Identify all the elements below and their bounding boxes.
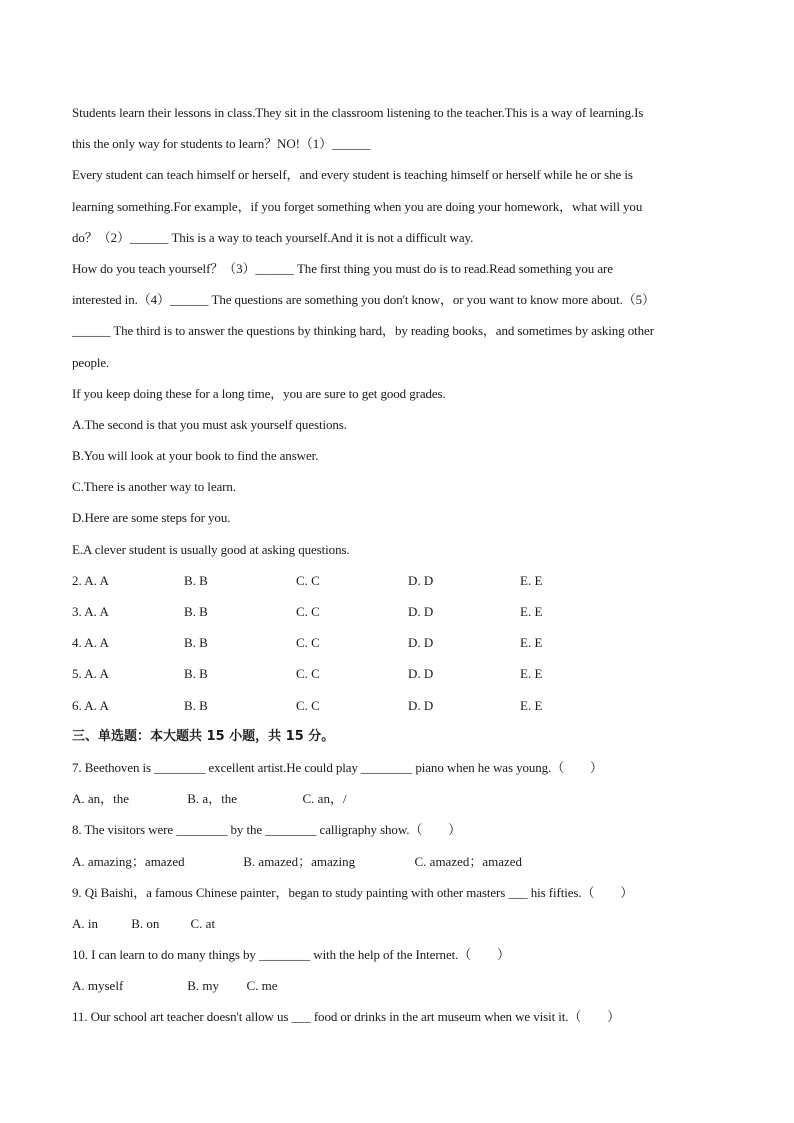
- option-c[interactable]: C. an，/: [302, 791, 347, 807]
- option-e[interactable]: E. E: [520, 697, 543, 713]
- option-b[interactable]: B. B: [184, 697, 208, 713]
- question-stem: 11. Our school art teacher doesn't allow us ___ food or drinks in the art museum when we visit it.（ ）: [72, 1009, 621, 1025]
- question-stem: 9. Qi Baishi，a famous Chinese painter，began to study painting with other masters ___ his fifties.（ ）: [72, 884, 634, 900]
- passage-line: ______ The third is to answer the questions by thinking hard，by reading books，and sometimes by asking other: [72, 323, 654, 339]
- option-e[interactable]: E. E: [520, 666, 543, 682]
- answer-option-row: [72, 565, 722, 596]
- passage-line: How do you teach yourself？（3）______ The first thing you must do is to read.Read something you are: [72, 260, 613, 276]
- reading-passage: [72, 97, 722, 409]
- option-a[interactable]: 5. A. A: [72, 666, 109, 682]
- option-c[interactable]: C. at: [190, 915, 216, 931]
- option-a[interactable]: A. in: [72, 915, 98, 931]
- passage-line: Every student can teach himself or herself，and every student is teaching himself or herself while he or she is: [72, 167, 633, 183]
- option-d[interactable]: D. D: [408, 604, 434, 619]
- question-options: [72, 846, 722, 877]
- answer-option-row: [72, 658, 722, 689]
- option-b[interactable]: B. a，the: [187, 791, 238, 807]
- option-b[interactable]: B. my: [187, 978, 220, 994]
- option-b[interactable]: B. B: [184, 572, 208, 588]
- option-b[interactable]: B. B: [184, 635, 208, 651]
- question-options: [72, 908, 722, 939]
- exam-page: [72, 97, 722, 1033]
- option-a[interactable]: 4. A. A: [72, 635, 109, 651]
- option-c[interactable]: C. C: [296, 604, 320, 619]
- option-e[interactable]: E. E: [520, 604, 543, 619]
- question-stem: 7. Beethoven is ________ excellent artist.He could play ________ piano when he was young.（ ）: [72, 759, 603, 775]
- passage-line: If you keep doing these for a long time，you are sure to get good grades.: [72, 385, 446, 401]
- passage-line: this the only way for students to learn？NO!（1）______: [72, 136, 371, 152]
- option-a[interactable]: 2. A. A: [72, 572, 109, 588]
- option-c[interactable]: C. me: [246, 978, 278, 994]
- option-a[interactable]: 6. A. A: [72, 697, 109, 713]
- choice-d: D.Here are some steps for you.: [72, 510, 231, 526]
- passage-line: do？（2）______ This is a way to teach yourself.And it is not a difficult way.: [72, 229, 474, 245]
- option-a[interactable]: 3. A. A: [72, 604, 109, 619]
- option-d[interactable]: D. D: [408, 635, 434, 651]
- option-a[interactable]: A. an，the: [72, 791, 130, 807]
- answer-option-table: [72, 565, 722, 721]
- option-a[interactable]: A. amazing；amazed: [72, 853, 185, 869]
- option-b[interactable]: B. amazed；amazing: [243, 853, 356, 869]
- option-d[interactable]: D. D: [408, 697, 434, 713]
- option-b[interactable]: B. B: [184, 666, 208, 682]
- choice-a: A.The second is that you must ask yourself questions.: [72, 416, 347, 432]
- question-options: [72, 783, 722, 814]
- option-e[interactable]: E. E: [520, 572, 543, 588]
- passage-line: Students learn their lessons in class.They sit in the classroom listening to the teacher.This is a way of learning.Is: [72, 105, 644, 120]
- question-options: [72, 970, 722, 1001]
- option-b[interactable]: B. on: [131, 915, 160, 931]
- option-e[interactable]: E. E: [520, 635, 543, 651]
- option-b[interactable]: B. B: [184, 604, 208, 619]
- answer-option-row: [72, 596, 722, 627]
- answer-option-row: [72, 690, 722, 721]
- option-c[interactable]: C. C: [296, 572, 320, 588]
- answer-option-row: [72, 627, 722, 658]
- choice-c: C.There is another way to learn.: [72, 479, 236, 495]
- single-choice-questions: [72, 752, 722, 1033]
- choice-b: B.You will look at your book to find the answer.: [72, 448, 319, 464]
- option-a[interactable]: A. myself: [72, 978, 124, 994]
- choice-e: E.A clever student is usually good at asking questions.: [72, 541, 350, 557]
- option-c[interactable]: C. C: [296, 666, 320, 682]
- sentence-choices: [72, 409, 722, 565]
- section-title: 三、单选题：本大题共 15 小题，共 15 分。: [72, 728, 335, 744]
- option-c[interactable]: C. amazed；amazed: [414, 853, 523, 869]
- question-stem: 8. The visitors were ________ by the ________ calligraphy show.（ ）: [72, 822, 462, 838]
- option-d[interactable]: D. D: [408, 572, 434, 588]
- passage-line: interested in.（4）______ The questions are something you don't know，or you want to know more about.（5）: [72, 292, 655, 308]
- passage-line: learning something.For example，if you forget something when you are doing your homework，what will you: [72, 198, 643, 214]
- passage-line: people.: [72, 354, 110, 370]
- option-c[interactable]: C. C: [296, 697, 320, 713]
- question-stem: 10. I can learn to do many things by ________ with the help of the Internet.（ ）: [72, 947, 510, 963]
- option-d[interactable]: D. D: [408, 666, 434, 682]
- option-c[interactable]: C. C: [296, 635, 320, 651]
